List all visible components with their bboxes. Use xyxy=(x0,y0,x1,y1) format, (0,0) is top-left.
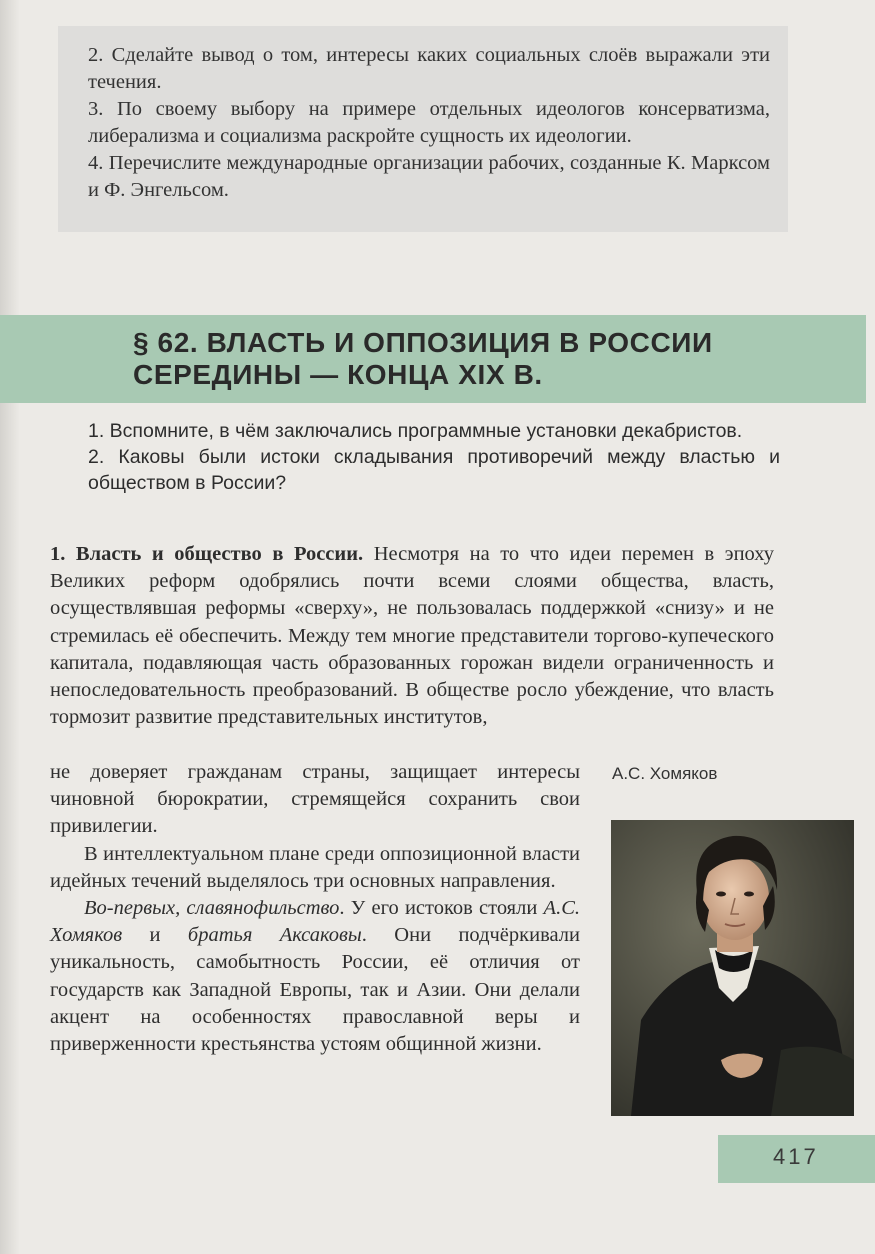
body-column-narrow xyxy=(50,759,580,1058)
body-text: В интеллектуальном плане среди оппозиционной власти идейных течений выделялось три основных направления. xyxy=(50,842,580,892)
portrait-painting xyxy=(611,820,854,1116)
assignment-item: 2. Сделайте вывод о том, интересы каких социальных слоёв выражали эти течения. xyxy=(88,44,770,93)
section-title xyxy=(133,327,713,391)
assignment-item: 3. По своему выбору на примере отдельных идеологов консерватизма, либерализма и социализма раскройте сущность их идеологии. xyxy=(88,98,770,147)
page-number: 417 xyxy=(773,1144,819,1169)
page-edge-shadow xyxy=(0,0,20,1254)
portrait-image xyxy=(611,820,854,1116)
body-text: не доверяет гражданам страны, защищает интересы чиновной бюрократии, стремящейся сохранить свои привилегии. xyxy=(50,761,580,838)
subsection-heading: 1. Власть и общество в России. xyxy=(50,543,364,565)
body-paragraph-3: Во-первых, славянофильство. У его истоков стояли А.С. Хомяков и братья Аксаковы. Они подчёркивали уникальность, самобытность России, её отличия от государств как Западной Европы, так и Азии. Они делали акцент на особенностях православной веры и приверженности крестьянства устоям общинной жизни. xyxy=(50,897,580,1056)
assignment-item: 4. Перечислите международные организации рабочих, созданные К. Марксом и Ф. Энгельсом. xyxy=(88,152,770,201)
assignments-box xyxy=(58,26,788,232)
section-title-line: СЕРЕДИНЫ — КОНЦА XIX В. xyxy=(133,359,543,390)
portrait-caption: А.С. Хомяков xyxy=(612,764,718,783)
review-question: 2. Каковы были истоки складывания противоречий между властью и обществом в России? xyxy=(88,446,780,494)
body-paragraph-1 xyxy=(50,541,774,731)
section-title-line: § 62. ВЛАСТЬ И ОППОЗИЦИЯ В РОССИИ xyxy=(133,327,713,358)
review-questions xyxy=(88,418,780,496)
body-text: Несмотря на то что идеи перемен в эпоху Великих реформ одобрялись почти всеми слоями общества, власть, осуществлявшая реформы «сверху», не пользовалась поддержкой «снизу» и не стремилась её обеспечить. Между тем многие представители торгово-купеческого капитала, подавляющая часть образованных горожан видели ограниченность и непоследовательность преобразований. В обществе росло убеждение, что власть тормозит развитие представительных институтов, xyxy=(50,543,775,729)
review-question: 1. Вспомните, в чём заключались программные установки декабристов. xyxy=(88,420,743,442)
section-heading-band xyxy=(0,315,866,403)
